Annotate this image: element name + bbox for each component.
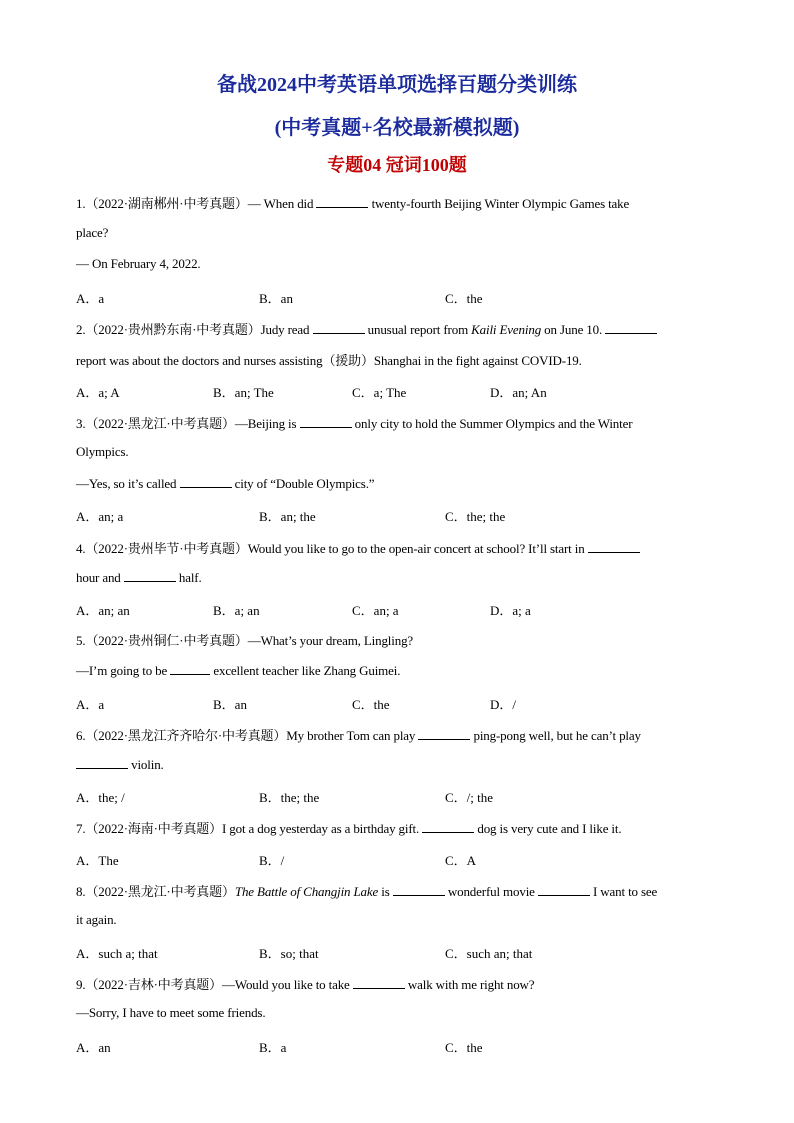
option-a: A．a — [76, 291, 105, 306]
question-5: 5.（2022·贵州铜仁·中考真题）—What’s your dream, Lingling? — [76, 633, 414, 648]
question-text-line: place? — [76, 225, 109, 240]
question-4: 4.（2022·贵州毕节·中考真题）Would you like to go to the open-air concert at school? It’ll start in — [76, 538, 640, 557]
question-source: （2022·海南·中考真题） — [85, 821, 223, 836]
document-subtitle: (中考真题+名校最新模拟题) — [274, 117, 520, 139]
option-d: D．a; a — [490, 603, 531, 618]
option-b: B．an; the — [259, 509, 316, 524]
option-c: C．the — [445, 1040, 483, 1055]
answer-blank — [124, 569, 176, 582]
question-source: （2022·贵州毕节·中考真题） — [85, 541, 248, 556]
option-a: A．an; an — [76, 603, 130, 618]
option-a: A．The — [76, 853, 119, 868]
option-c: C．the; the — [445, 509, 506, 524]
option-c: C．the — [445, 291, 483, 306]
question-text-line: —I’m going to be excellent teacher like Zhang Guimei. — [76, 663, 401, 678]
question-source: （2022·湖南郴州·中考真题） — [85, 196, 248, 211]
option-b: B．an — [259, 291, 293, 306]
answer-blank — [170, 662, 210, 675]
option-b: B．/ — [259, 853, 285, 868]
option-b: B．so; that — [259, 946, 319, 961]
option-a: A．a; A — [76, 385, 120, 400]
question-text-line: — On February 4, 2022. — [76, 256, 201, 271]
option-c: C．an; a — [352, 603, 399, 618]
question-source: （2022·黑龙江齐齐哈尔·中考真题） — [85, 728, 287, 743]
option-b: B．a — [259, 1040, 287, 1055]
question-text-line: it again. — [76, 912, 117, 927]
question-6: 6.（2022·黑龙江齐齐哈尔·中考真题）My brother Tom can play ping-pong well, but he can’t play — [76, 728, 641, 743]
answer-blank — [180, 475, 232, 488]
question-source: （2022·贵州黔东南·中考真题） — [85, 322, 261, 337]
question-number: 3. — [76, 416, 86, 431]
question-text-line: violin. — [76, 756, 164, 773]
question-number: 2. — [76, 322, 86, 337]
option-a: A．the; / — [76, 790, 125, 805]
question-2: 2.（2022·贵州黔东南·中考真题）Judy read unusual report from Kaili Evening on June 10. — [76, 319, 657, 338]
question-source: （2022·贵州铜仁·中考真题） — [85, 633, 248, 648]
option-c: C．A — [445, 853, 477, 868]
answer-blank — [538, 883, 590, 896]
question-source: （2022·黑龙江·中考真题） — [85, 884, 235, 899]
option-a: A．a — [76, 697, 105, 712]
movie-title: The Battle of Changjin Lake — [234, 884, 379, 899]
answer-blank — [418, 727, 470, 740]
question-number: 4. — [76, 541, 86, 556]
answer-blank — [353, 976, 405, 989]
answer-blank — [422, 820, 474, 833]
option-c: C．a; The — [352, 385, 407, 400]
question-text-line: Olympics. — [76, 444, 129, 459]
answer-blank — [605, 321, 657, 334]
question-number: 5. — [76, 633, 86, 648]
topic-heading: 专题04 冠词100题 — [327, 155, 467, 175]
question-9: 9.（2022·吉林·中考真题）—Would you like to take walk with me right now? — [76, 977, 535, 992]
option-b: B．an — [213, 697, 247, 712]
question-source: （2022·黑龙江·中考真题） — [85, 416, 235, 431]
question-number: 9. — [76, 977, 86, 992]
option-a: A．such a; that — [76, 946, 158, 961]
question-1: 1.（2022·湖南郴州·中考真题）— When did twenty-fourth Beijing Winter Olympic Games take — [76, 196, 630, 211]
question-number: 7. — [76, 821, 86, 836]
question-number: 1. — [76, 196, 86, 211]
question-text-line: report was about the doctors and nurses assisting（援助）Shanghai in the fight against COVID-19. — [76, 353, 582, 368]
question-8: 8.（2022·黑龙江·中考真题）The Battle of Changjin Lake is wonderful movie I want to see — [76, 884, 658, 899]
option-c: C．/; the — [445, 790, 494, 805]
option-a: A．an; a — [76, 509, 124, 524]
answer-blank — [300, 415, 352, 428]
answer-blank — [76, 756, 128, 769]
option-d: D．an; An — [490, 385, 547, 400]
answer-blank — [316, 195, 368, 208]
option-c: C．the — [352, 697, 390, 712]
option-b: B．the; the — [259, 790, 320, 805]
option-d: D．/ — [490, 697, 517, 712]
question-text-line: hour and half. — [76, 570, 202, 585]
option-c: C．such an; that — [445, 946, 533, 961]
question-text-line: —Yes, so it’s called city of “Double Olympics.” — [76, 476, 375, 491]
question-number: 8. — [76, 884, 86, 899]
newspaper-title: Kaili Evening — [471, 322, 542, 337]
question-number: 6. — [76, 728, 86, 743]
option-b: B．a; an — [213, 603, 260, 618]
question-text-line: —Sorry, I have to meet some friends. — [76, 1005, 266, 1020]
option-b: B．an; The — [213, 385, 274, 400]
answer-blank — [393, 883, 445, 896]
document-title: 备战2024中考英语单项选择百题分类训练 — [217, 74, 577, 96]
answer-blank — [588, 540, 640, 553]
question-source: （2022·吉林·中考真题） — [85, 977, 223, 992]
question-3: 3.（2022·黑龙江·中考真题）—Beijing is only city to hold the Summer Olympics and the Winter — [76, 416, 633, 431]
question-7: 7.（2022·海南·中考真题）I got a dog yesterday as a birthday gift. dog is very cute and I like it. — [76, 821, 622, 836]
answer-blank — [313, 321, 365, 334]
option-a: A．an — [76, 1040, 111, 1055]
